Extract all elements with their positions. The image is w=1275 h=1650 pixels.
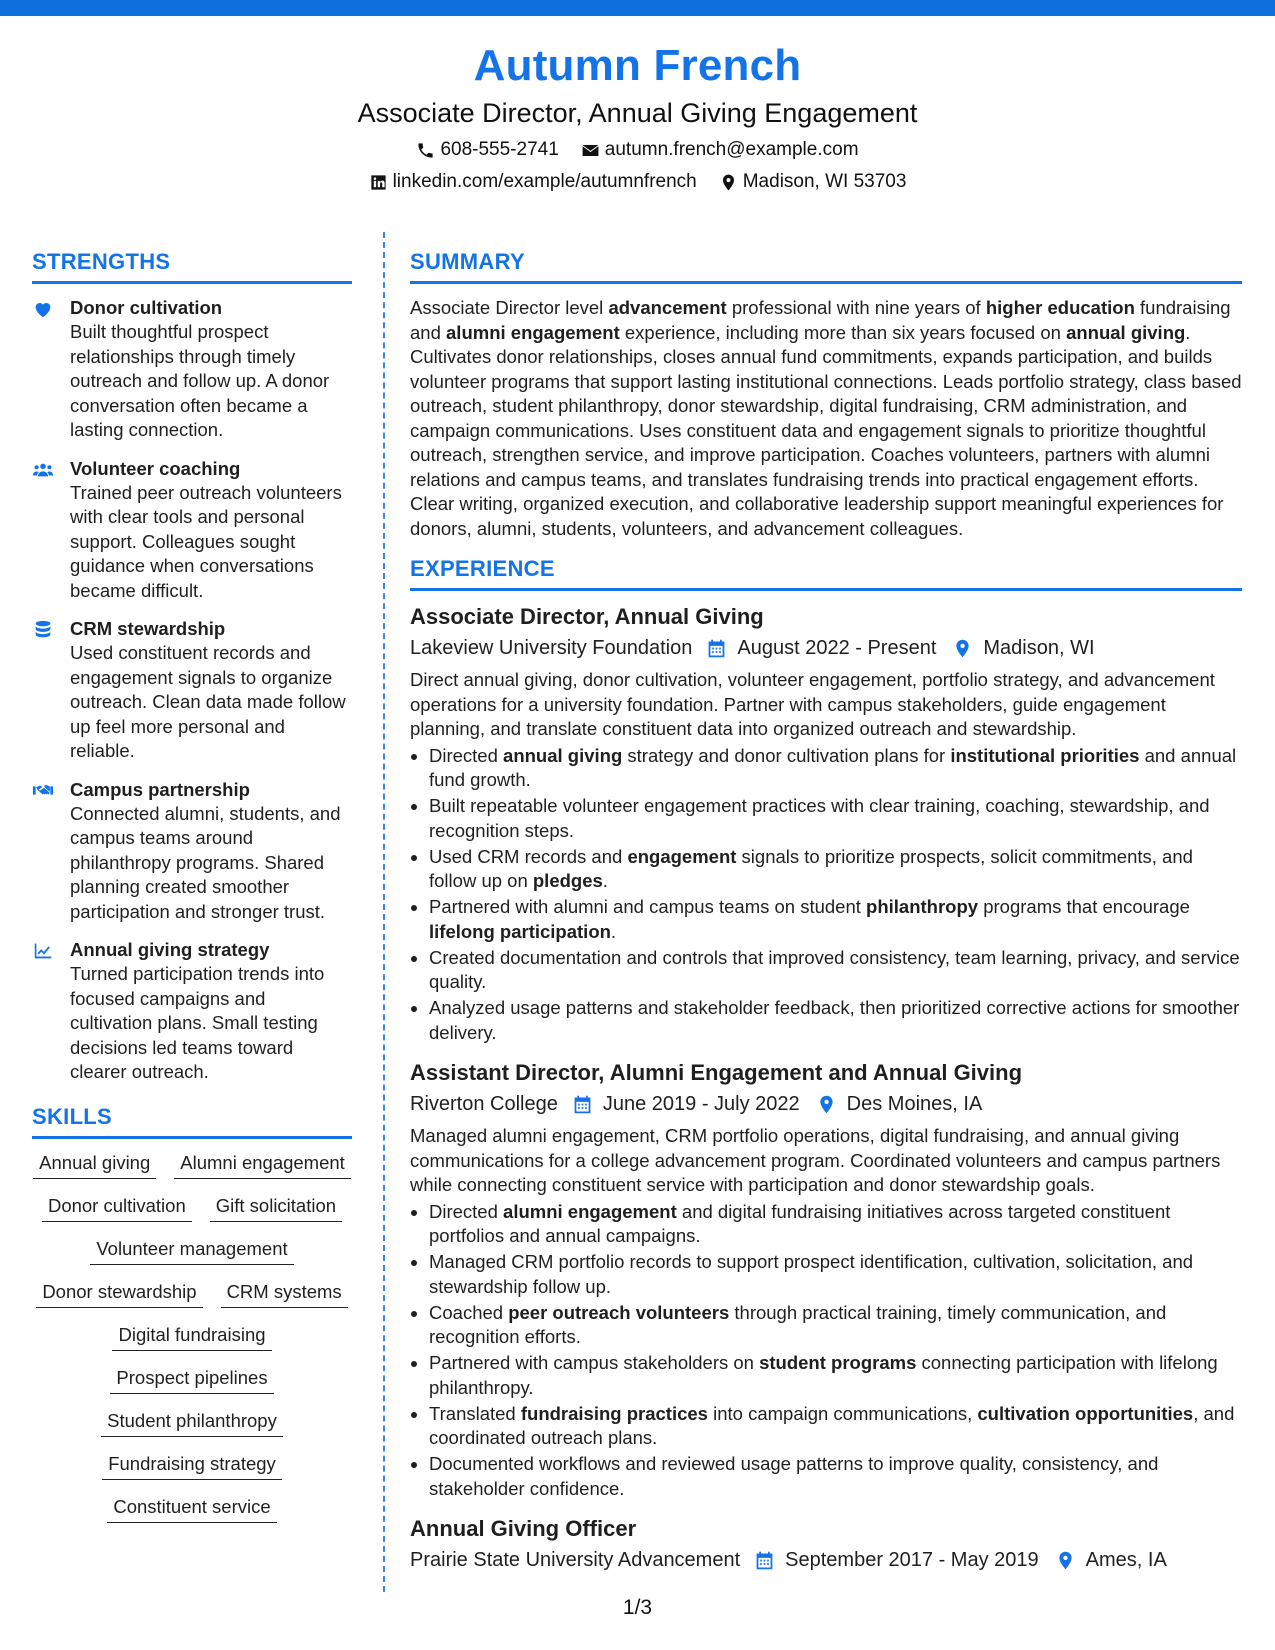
page-number: 1/3 bbox=[622, 1596, 653, 1619]
column-divider bbox=[383, 232, 385, 1592]
resume-header bbox=[0, 38, 1275, 194]
phone-contact bbox=[416, 138, 558, 162]
job-entry bbox=[410, 1515, 1242, 1574]
job-bullet: • Partnered with alumni and campus teams on student philanthropy programs that encourage lifelong participation. bbox=[429, 895, 1242, 944]
strength-desc: Used constituent records and engagement signals to organize outreach. Clean data made follow up feel more personal and reliable. bbox=[70, 642, 346, 761]
job-bullets bbox=[410, 744, 1242, 1046]
email-text[interactable]: autumn.french@example.com bbox=[604, 139, 859, 160]
location-text: Madison, WI 53703 bbox=[742, 171, 907, 192]
job-meta bbox=[410, 1090, 1242, 1118]
chart-line-icon bbox=[32, 940, 54, 962]
strength-icon-wrap bbox=[32, 778, 56, 925]
skill-row bbox=[32, 1237, 352, 1265]
experience-list bbox=[410, 603, 1242, 1574]
strength-title: CRM stewardship bbox=[70, 618, 226, 639]
skill-tag: Student philanthropy bbox=[101, 1409, 283, 1437]
job-dates: June 2019 - July 2022 bbox=[602, 1093, 800, 1115]
job-organization: Lakeview University Foundation bbox=[410, 637, 693, 659]
job-organization: Riverton College bbox=[410, 1093, 558, 1115]
linkedin-contact[interactable] bbox=[369, 170, 697, 194]
skill-tag: Alumni engagement bbox=[174, 1151, 351, 1179]
location-contact bbox=[719, 170, 907, 194]
strength-icon-wrap bbox=[32, 457, 56, 604]
strength-desc: Connected alumni, students, and campus teams around philanthropy programs. Shared planning created smoother participation and stronger trust. bbox=[70, 802, 341, 922]
main-column bbox=[410, 248, 1242, 1588]
strength-icon-wrap bbox=[32, 296, 56, 443]
bold-keyword: alumni engagement bbox=[503, 1200, 677, 1222]
job-location: Ames, IA bbox=[1085, 1549, 1167, 1571]
map-pin-icon bbox=[816, 1094, 837, 1115]
phone-text: 608-555-2741 bbox=[440, 139, 559, 160]
skill-row bbox=[32, 1409, 352, 1437]
bold-keyword: alumni engagement bbox=[446, 321, 620, 343]
strength-item bbox=[32, 938, 352, 1085]
job-bullet: • Built repeatable volunteer engagement practices with clear training, coaching, stewardship, and recognition steps. bbox=[429, 794, 1242, 843]
bold-keyword: lifelong participation bbox=[429, 920, 611, 942]
users-icon bbox=[32, 459, 54, 481]
skill-tag: Prospect pipelines bbox=[110, 1366, 273, 1394]
bold-keyword: engagement bbox=[627, 845, 737, 867]
job-location: Des Moines, IA bbox=[846, 1093, 983, 1115]
job-dates: August 2022 - Present bbox=[737, 637, 937, 659]
strength-desc: Built thoughtful prospect relationships through timely outreach and follow up. A donor conversation often became a lasting connection. bbox=[70, 321, 330, 440]
bold-keyword: fundraising practices bbox=[520, 1402, 708, 1424]
map-pin-icon bbox=[1055, 1550, 1076, 1571]
skill-row bbox=[32, 1452, 352, 1480]
strength-title: Donor cultivation bbox=[70, 297, 223, 318]
skill-tag: Digital fundraising bbox=[112, 1323, 271, 1351]
strength-body bbox=[70, 938, 352, 1085]
strength-body bbox=[70, 457, 352, 604]
job-bullet: • Documented workflows and reviewed usage patterns to improve quality, consistency, and stakeholder confidence. bbox=[429, 1452, 1242, 1501]
strength-body bbox=[70, 617, 352, 764]
skill-row bbox=[32, 1366, 352, 1394]
job-entry bbox=[410, 1059, 1242, 1501]
job-meta bbox=[410, 1546, 1242, 1574]
job-entry bbox=[410, 603, 1242, 1045]
strength-title: Volunteer coaching bbox=[70, 457, 241, 479]
map-pin-icon bbox=[952, 638, 973, 659]
strength-item bbox=[32, 617, 352, 764]
skill-row bbox=[32, 1495, 352, 1523]
job-description: Direct annual giving, donor cultivation, volunteer engagement, portfolio strategy, and advancement operations for a university foundation. Partner with campus stakeholders, guide engagement planning, and translate constituent data into organized outreach and stewardship. bbox=[410, 669, 1215, 739]
skill-tag: Constituent service bbox=[107, 1495, 276, 1523]
strength-desc: Trained peer outreach volunteers with clear tools and personal support. Colleagues sought guidance when conversations became difficult. bbox=[70, 481, 342, 601]
skills-list bbox=[32, 1151, 352, 1523]
handshake-icon bbox=[32, 780, 54, 802]
skill-tag: Volunteer management bbox=[90, 1237, 293, 1265]
calendar-icon bbox=[706, 638, 727, 659]
bold-keyword: institutional priorities bbox=[950, 744, 1140, 766]
summary-heading: SUMMARY bbox=[410, 248, 1242, 284]
job-bullet: • Analyzed usage patterns and stakeholder feedback, then prioritized corrective actions for smoother delivery. bbox=[429, 996, 1242, 1045]
linkedin-icon bbox=[369, 173, 388, 192]
map-pin-icon bbox=[719, 173, 738, 192]
strength-item bbox=[32, 778, 352, 925]
candidate-name: Autumn French bbox=[473, 41, 802, 90]
bold-keyword: annual giving bbox=[503, 744, 623, 766]
job-bullet: • Translated fundraising practices into campaign communications, cultivation opportunities, and coordinated outreach plans. bbox=[429, 1402, 1242, 1451]
phone-icon bbox=[416, 141, 435, 160]
bold-keyword: cultivation opportunities bbox=[977, 1402, 1194, 1424]
job-bullet: • Coached peer outreach volunteers through practical training, timely communication, and recognition efforts. bbox=[429, 1301, 1242, 1350]
strength-item bbox=[32, 457, 352, 604]
skills-heading: SKILLS bbox=[32, 1103, 352, 1139]
skill-row bbox=[32, 1280, 352, 1308]
calendar-icon bbox=[754, 1550, 775, 1571]
strength-body bbox=[70, 778, 352, 925]
calendar-icon bbox=[572, 1094, 593, 1115]
database-icon bbox=[32, 619, 54, 641]
job-title: Associate Director, Annual Giving bbox=[410, 604, 764, 629]
job-bullet: • Managed CRM portfolio records to support prospect identification, cultivation, solicitation, and stewardship follow up. bbox=[429, 1250, 1242, 1299]
bold-keyword: advancement bbox=[608, 297, 727, 318]
bold-keyword: student programs bbox=[759, 1352, 917, 1373]
skill-tag: Gift solicitation bbox=[210, 1194, 342, 1222]
bold-keyword: higher education bbox=[985, 297, 1135, 318]
bold-keyword: philanthropy bbox=[866, 896, 979, 917]
job-bullet: • Directed annual giving strategy and donor cultivation plans for institutional priorities and annual fund growth. bbox=[429, 744, 1242, 793]
job-description: Managed alumni engagement, CRM portfolio operations, digital fundraising, and annual giving communications for a college advancement program. Coordinated volunteers and campus partners while connecting constituent service with participation and donor stewardship goals. bbox=[410, 1125, 1221, 1195]
strengths-heading: STRENGTHS bbox=[32, 248, 352, 284]
skill-tag: Annual giving bbox=[33, 1151, 156, 1179]
job-bullets bbox=[410, 1200, 1242, 1502]
job-organization: Prairie State University Advancement bbox=[410, 1549, 741, 1571]
contact-row-1 bbox=[0, 138, 1275, 162]
skill-row bbox=[32, 1194, 352, 1222]
strength-icon-wrap bbox=[32, 617, 56, 764]
strengths-list bbox=[32, 296, 352, 1085]
job-bullet: • Directed alumni engagement and digital fundraising initiatives across targeted constituent portfolios and annual campaigns. bbox=[429, 1200, 1242, 1249]
job-dates: September 2017 - May 2019 bbox=[785, 1549, 1039, 1571]
skill-tag: Fundraising strategy bbox=[102, 1452, 282, 1480]
sidebar bbox=[32, 248, 352, 1538]
job-location: Madison, WI bbox=[983, 637, 1095, 659]
strength-icon-wrap bbox=[32, 938, 56, 1085]
heart-icon bbox=[32, 298, 54, 320]
strength-item bbox=[32, 296, 352, 443]
job-meta bbox=[410, 634, 1242, 662]
envelope-icon bbox=[581, 141, 600, 160]
job-bullet: • Used CRM records and engagement signals to prioritize prospects, solicit commitments, and follow up on pledges. bbox=[429, 845, 1242, 894]
bold-keyword: pledges bbox=[532, 870, 603, 891]
strength-title: Annual giving strategy bbox=[70, 939, 270, 960]
job-bullet: • Created documentation and controls that improved consistency, team learning, privacy, and service quality. bbox=[429, 946, 1242, 995]
bold-keyword: annual giving bbox=[1066, 321, 1186, 343]
strength-title: Campus partnership bbox=[70, 778, 250, 800]
linkedin-text[interactable]: linkedin.com/example/autumnfrench bbox=[392, 171, 697, 192]
skill-tag: Donor stewardship bbox=[36, 1280, 202, 1308]
strength-desc: Turned participation trends into focused campaigns and cultivation plans. Small testing decisions led teams toward clearer outreach. bbox=[70, 963, 325, 1082]
skill-row bbox=[32, 1151, 352, 1179]
contact-row-2 bbox=[0, 170, 1275, 194]
job-bullet: • Partnered with campus stakeholders on student programs connecting participation with lifelong philanthropy. bbox=[429, 1351, 1242, 1400]
bold-keyword: peer outreach volunteers bbox=[508, 1301, 730, 1323]
top-accent-bar bbox=[0, 0, 1275, 16]
summary-text: Associate Director level advancement professional with nine years of higher education fundraising and alumni engagement experience, including more than six years focused on annual giving. Cultivates donor relationships, closes annual fund commitments, expands participation, and builds volunteer programs that support lasting institutional connections. Leads portfolio strategy, class based outreach, student philanthropy, donor stewardship, digital fundraising, CRM administration, and campaign communications. Uses constituent data and engagement signals to prioritize thoughtful outreach, strengthen service, and improve participation. Coaches volunteers, partners with alumni relations and campus teams, and translates fundraising trends into practical engagement efforts. Clear writing, organized execution, and collaborative leadership support meaningful experiences for donors, alumni, students, volunteers, and advancement colleagues. bbox=[410, 297, 1242, 539]
skill-tag: Donor cultivation bbox=[42, 1194, 192, 1222]
skill-tag: CRM systems bbox=[221, 1280, 348, 1308]
job-title: Assistant Director, Alumni Engagement and Annual Giving bbox=[410, 1060, 1023, 1085]
job-title: Annual Giving Officer bbox=[410, 1516, 637, 1541]
strength-body bbox=[70, 296, 352, 443]
candidate-title: Associate Director, Annual Giving Engagement bbox=[357, 98, 918, 128]
experience-heading: EXPERIENCE bbox=[410, 555, 1242, 591]
email-contact[interactable] bbox=[581, 138, 859, 162]
skill-row bbox=[32, 1323, 352, 1351]
